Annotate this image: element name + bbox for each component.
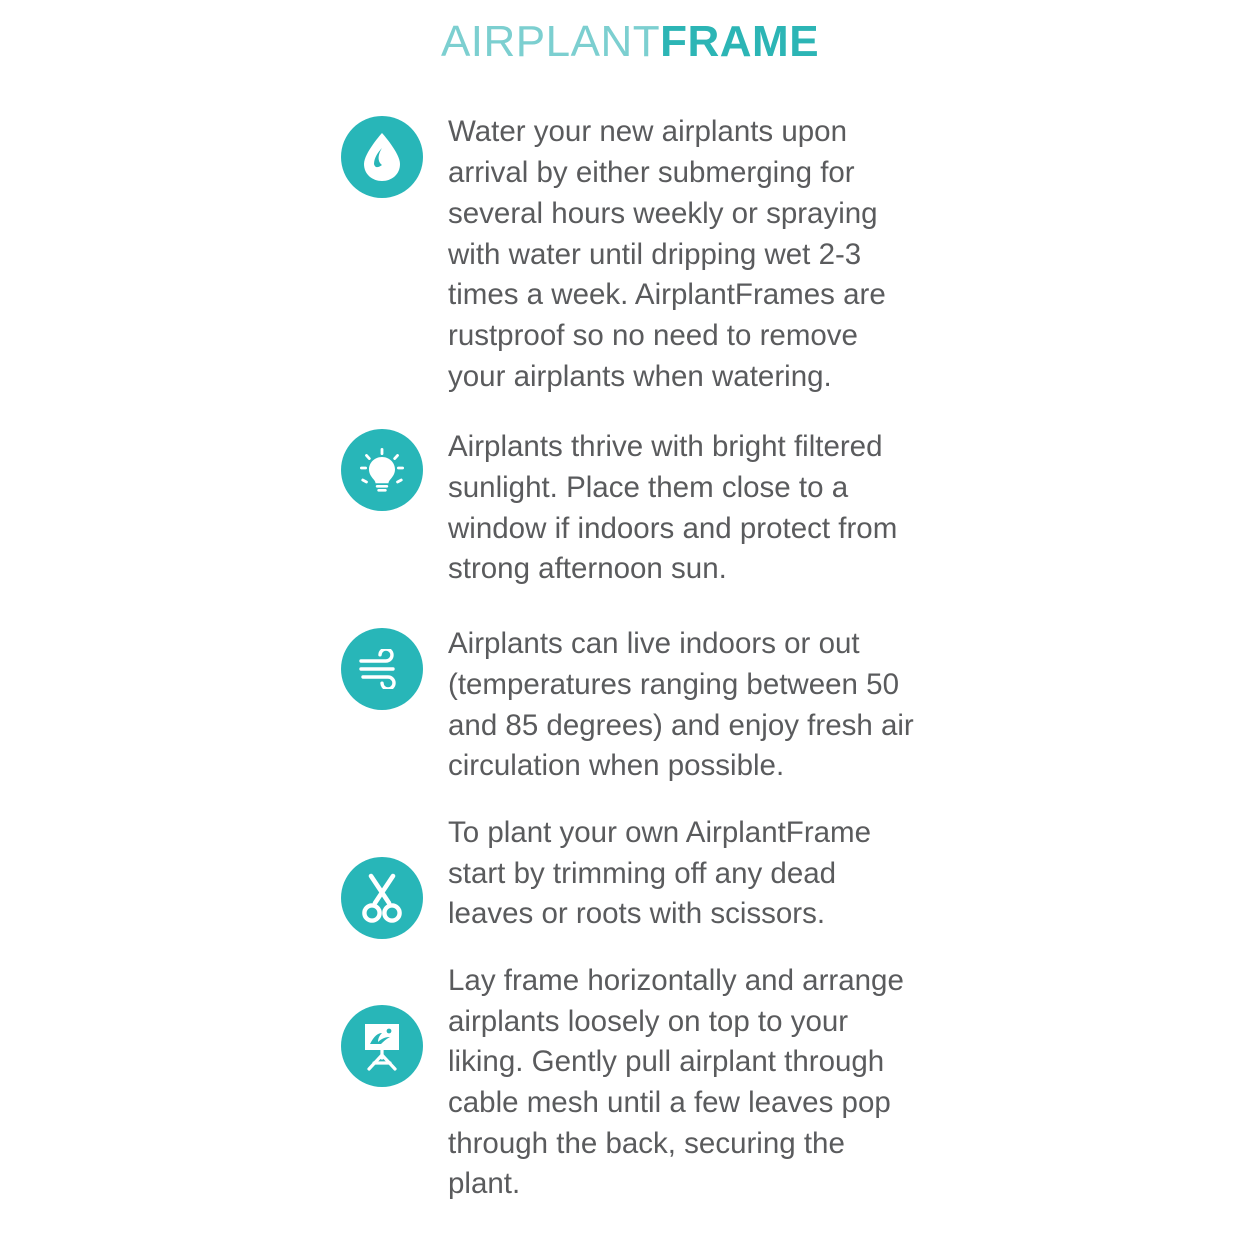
tips-list bbox=[0, 112, 1260, 1205]
easel-frame-icon bbox=[341, 1005, 423, 1087]
brand-title bbox=[0, 0, 1260, 66]
wind-icon bbox=[341, 628, 423, 710]
tip-item-water bbox=[334, 112, 1200, 397]
tip-item-air bbox=[334, 624, 1200, 787]
tip-text-sunlight: Airplants thrive with bright filtered sunlight. Place them close to a window if indoors and protect from strong afternoon sun. bbox=[448, 430, 898, 586]
brand-title-secondary: FRAME bbox=[660, 17, 820, 66]
lightbulb-sun-icon bbox=[341, 429, 423, 511]
tip-item-sunlight bbox=[334, 427, 1200, 590]
brand-title-primary: AIRPLANT bbox=[440, 17, 661, 66]
water-drop-icon bbox=[341, 116, 423, 198]
tip-text-air: Airplants can live indoors or out (temperatures ranging between 50 and 85 degrees) and enjoy fresh air circulation when possible. bbox=[448, 627, 914, 783]
tip-item-frame bbox=[334, 961, 1200, 1205]
tip-icon-container bbox=[334, 429, 430, 511]
tip-text-water: Water your new airplants upon arrival by either submerging for several hours weekly or spraying with water until dripping wet 2-3 times a week. AirplantFrames are rustproof so no need to remove your airplants when watering. bbox=[448, 115, 886, 393]
tip-icon-container bbox=[334, 628, 430, 710]
tip-icon-container bbox=[334, 116, 430, 198]
tip-text-trim: To plant your own AirplantFrame start by trimming off any dead leaves or roots with scissors. bbox=[448, 815, 872, 931]
tip-text-frame: Lay frame horizontally and arrange airplants loosely on top to your liking. Gently pull airplant through cable mesh until a few leaves pop through the back, securing the plant. bbox=[448, 963, 904, 1201]
tip-icon-container bbox=[334, 857, 430, 939]
tip-icon-container bbox=[334, 1005, 430, 1087]
scissors-icon bbox=[341, 857, 423, 939]
tip-item-trim bbox=[334, 813, 1200, 939]
